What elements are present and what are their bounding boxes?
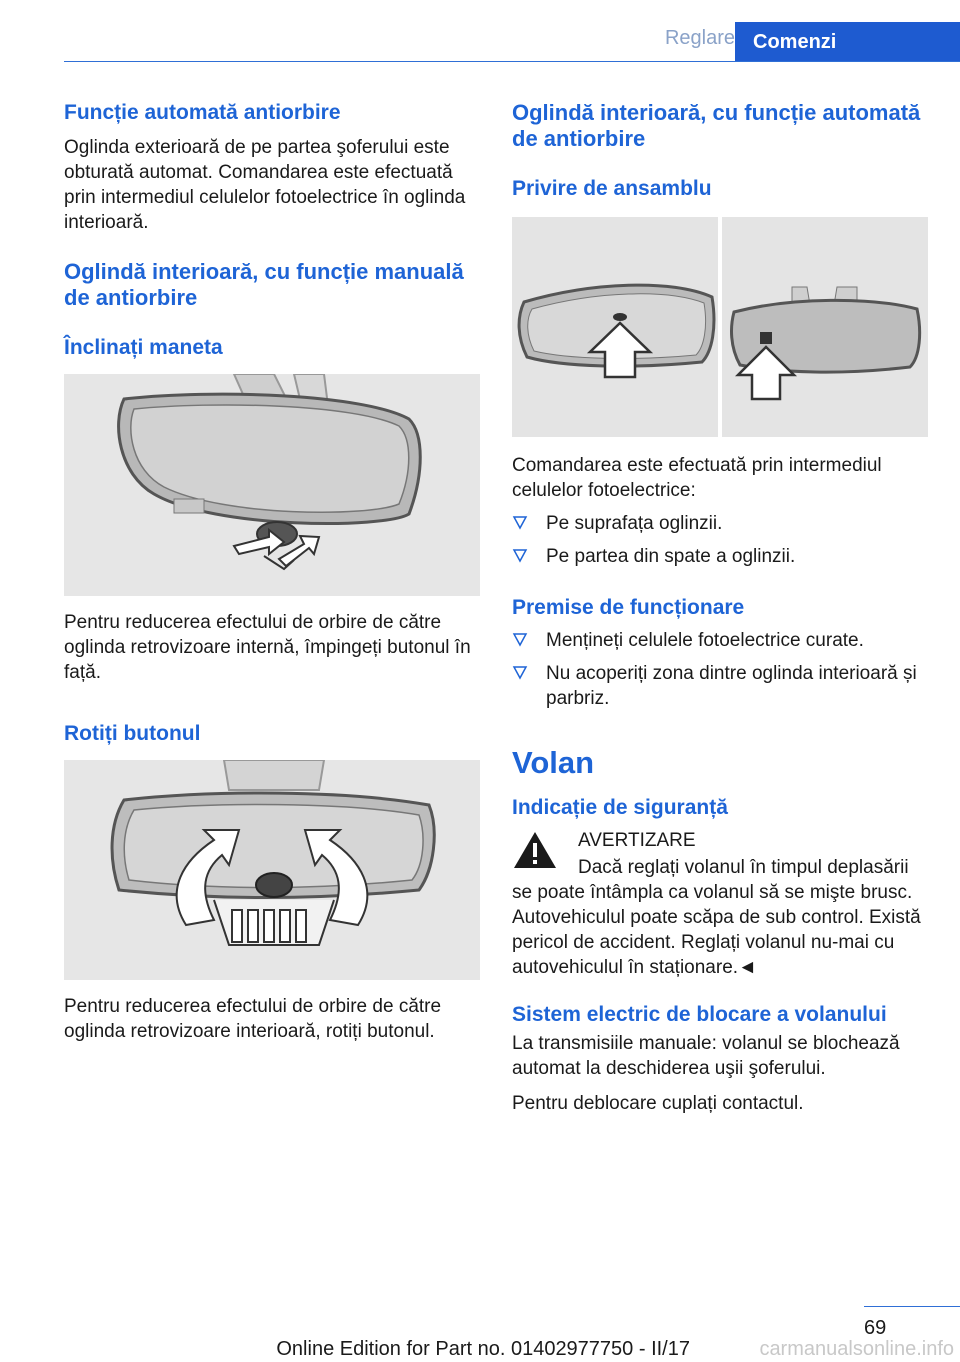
list-photocell-locations (512, 511, 930, 569)
tab-reglare[interactable]: Reglare (664, 27, 735, 49)
warning-text: Dacă reglați volanul în timpul deplasării se poate întâmpla ca volanul să se mişte brusc. Autovehiculul poate scăpa de sub control. Există pericol de accident. Reglați volanul nu‐mai cu autovehiculul în staționare.◄ (512, 857, 921, 978)
heading-tilt-lever: Înclinați maneta (64, 336, 223, 359)
page-header (64, 0, 960, 62)
para-tilt-lever: Pentru reducerea efectului de orbire de către oglinda retrovizoare internă, împingeți butonul în față. (64, 612, 471, 683)
figure-tilt-lever (64, 374, 480, 596)
heading-operating-conditions: Premise de funcționare (512, 596, 745, 619)
figure-overview (512, 217, 928, 437)
warning-label: AVERTIZARE (578, 830, 696, 851)
list-item: Pe partea din spate a oglinzii. (512, 544, 930, 569)
heading-manual-mirror: Oglindă interioară, cu funcție manuală de antiorbire (64, 259, 464, 310)
mirror-tilt-illustration (64, 374, 480, 596)
heading-auto-dimming-mirror: Oglindă interioară, cu funcție automată de antiorbire (512, 100, 921, 151)
heading-auto-antiglare: Funcție automată antiorbire (64, 101, 341, 124)
list-item: Pe suprafața oglinzii. (512, 511, 930, 536)
heading-overview: Privire de ansamblu (512, 177, 712, 200)
triangle-bullet-icon (512, 547, 528, 563)
page-number: 69 (864, 1317, 887, 1339)
triangle-bullet-icon (512, 664, 528, 680)
para-unlock: Pentru deblocare cuplați contactul. (512, 1093, 804, 1114)
list-item: Mențineți celulele fotoelectrice curate. (512, 628, 930, 653)
heading-steering-wheel: Volan (512, 745, 595, 780)
para-auto-antiglare: Oglinda exterioară de pe partea şoferului este obturată automat. Comandarea este efectuată prin intermediul celulelor fotoelectrice în oglinda interioară. (64, 137, 466, 233)
warning-block (512, 828, 930, 980)
triangle-bullet-icon (512, 514, 528, 530)
footer-rule (864, 1306, 960, 1307)
heading-steering-lock: Sistem electric de blocare a volanului (512, 1003, 887, 1026)
list-item: Nu acoperiți zona dintre oglinda interioară și parbriz. (512, 661, 930, 711)
list-operating-conditions (512, 628, 930, 711)
edition-footer: Online Edition for Part no. 01402977750 - II/17 (276, 1338, 690, 1360)
para-steering-lock: La transmisiile manuale: volanul se blochează automat la deschiderea uşii şoferului. (512, 1033, 900, 1079)
para-control-photocells: Comandarea este efectuată prin intermediul celulelor fotoelectrice: (512, 455, 882, 501)
watermark: carmanualsonline.info (759, 1338, 954, 1360)
header-rule (64, 61, 960, 62)
left-column (64, 100, 480, 1044)
heading-rotate-knob: Rotiți butonul (64, 722, 201, 745)
mirror-rotate-illustration (64, 760, 480, 980)
para-rotate-knob: Pentru reducerea efectului de orbire de către oglinda retrovizoare interioară, rotiți butonul. (64, 996, 442, 1042)
right-column (512, 100, 930, 1116)
mirror-photocell-illustration (512, 217, 928, 437)
figure-rotate-knob (64, 760, 480, 980)
tab-comenzi[interactable]: Comenzi (735, 22, 960, 62)
triangle-bullet-icon (512, 631, 528, 647)
heading-safety-note: Indicație de siguranță (512, 796, 728, 819)
